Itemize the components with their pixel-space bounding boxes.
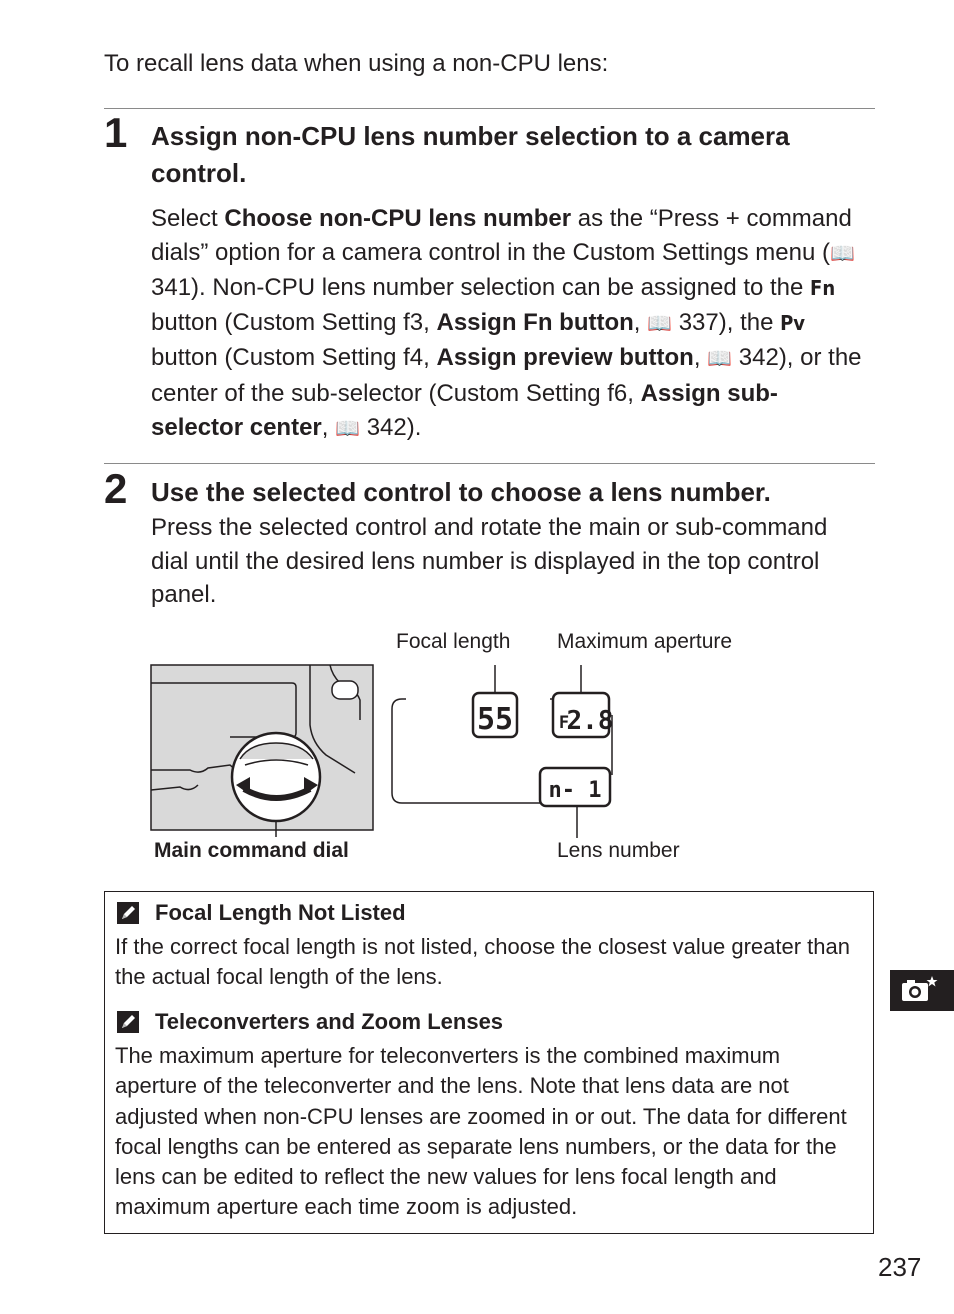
note-1-title: Focal Length Not Listed: [155, 900, 406, 925]
section-tab[interactable]: [890, 970, 954, 1011]
page-number: 237: [878, 1252, 922, 1282]
step-2-body: Press the selected control and rotate the main or sub-command dial until the desired lens number is displayed in the top control panel.: [151, 514, 828, 609]
control-panel-figure: [150, 625, 770, 870]
step-1-number: 1: [104, 109, 128, 156]
page-ref-icon: 📖: [829, 242, 855, 265]
intro-text: To recall lens data when using a non-CPU lens:: [104, 50, 609, 77]
lcd-aperture-value: 2.8: [566, 706, 614, 736]
notes-box: [104, 891, 874, 1234]
label-maximum-aperture: Maximum aperture: [557, 630, 733, 653]
lcd-aperture-prefix: F: [558, 713, 570, 733]
step-1-body: Select Choose non-CPU lens number as the “Press + command dials” option for a camera control in the Custom Settings menu (📖 341). Non-CPU lens number selection can be assigned to the Fn button (Custom Setting f3, Assign Fn button, 📖 337), the Pv button (Custom Setting f4, Assign preview button, 📖 342), or the center of the sub-selector (Custom Setting f6, Assign sub-selector center, 📖 342).: [151, 202, 866, 446]
page-ref-icon: 📖: [335, 417, 361, 440]
lcd-lens-number-value: n- 1: [548, 778, 602, 803]
label-focal-length: Focal length: [396, 630, 511, 653]
note-2-text: The maximum aperture for teleconverters is the combined maximum aperture of the teleconverter and the lens. Note that lens data are not adjusted when non-CPU lenses are zoomed in or out. The data for different focal lengths can be entered as separate lens numbers, or the data for the lens can be edited to reflect the new values for lens focal length and maximum aperture each time zoom is adjusted.: [115, 1043, 847, 1220]
step-2-title: Use the selected control to choose a lens number.: [151, 477, 771, 507]
camera-star-icon: [890, 970, 954, 1011]
figure-illustration: [150, 625, 770, 870]
step-1-title: Assign non-CPU lens number selection to a camera control.: [151, 121, 790, 188]
pencil-note-icon: [117, 902, 139, 924]
label-main-command-dial: Main command dial: [154, 839, 349, 862]
page-ref-icon: 📖: [647, 312, 673, 335]
step-2-number: 2: [104, 465, 128, 512]
page-ref-icon: 📖: [707, 348, 733, 371]
note-1-text: If the correct focal length is not listed, choose the closest value greater than the actual focal length of the lens.: [115, 934, 850, 990]
step-2-divider: [104, 463, 875, 464]
camera-body-illustration: [151, 665, 373, 837]
pencil-note-icon: [117, 1011, 139, 1033]
lcd-panel-illustration: [392, 665, 612, 838]
lcd-focal-value: 55: [476, 702, 514, 737]
fn-button-glyph: Fn: [810, 276, 836, 301]
step-1-divider: [104, 108, 875, 109]
label-lens-number: Lens number: [557, 839, 680, 862]
note-2-title: Teleconverters and Zoom Lenses: [155, 1009, 504, 1034]
pv-button-glyph: Pv: [780, 310, 806, 335]
